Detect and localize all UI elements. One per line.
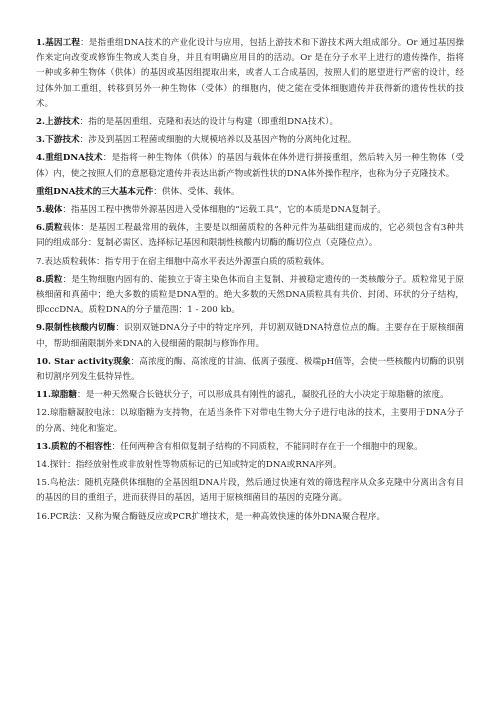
definition-paragraph	[36, 510, 464, 525]
definition-term: 9.限制性核酸内切酶	[36, 323, 116, 334]
definition-paragraph	[36, 36, 464, 112]
definition-paragraph	[36, 440, 464, 455]
definition-term: 1.基因工程	[36, 38, 81, 48]
definition-text: ：是生物细胞内固有的、能独立于寄主染色体而自主复制、并被稳定遗传的一类核酸分子。质粒常见于原核细菌和真菌中；绝大多数的质粒是DNA型的。绝大多数的天然DNA质粒具有共价、封闭、环状的分子结构，即cccDNA。质粒DNA的分子量范围：1 - 200 kb。	[36, 274, 465, 316]
definition-term: 11.琼脂糖	[36, 390, 78, 401]
definition-paragraph	[36, 355, 464, 385]
definition-term: 10. Star activity现象	[36, 356, 131, 367]
definition-paragraph	[36, 185, 464, 200]
definition-text: ：识别双链DNA分子中的特定序列，并切割双链DNA特意位点的酶。主要存在于原核细菌中，帮助细菌限制外来DNA的入侵细菌的限制与修饰作用。	[36, 323, 464, 349]
definition-paragraph	[36, 388, 464, 403]
definition-term: 重组DNA技术的三大基本元件	[36, 186, 154, 197]
definition-term: 8.质粒	[36, 274, 63, 285]
definition-text: 载体：是基因工程最常用的载体，主要是以细菌质粒的各种元件为基础组建而成的，它必须包含有3种共同的组成部分：复制必需区、选择标记基因和限制性核酸内切酶的酶切位点（克隆位点）。	[36, 223, 464, 249]
definition-text: 7.表达质粒载体：指专用于在宿主细胞中高水平表达外源蛋白质的质粒载体。	[36, 256, 330, 267]
definition-paragraph	[36, 273, 464, 319]
definition-term: 5.载体	[36, 205, 63, 216]
definition-text: 16.PCR法：又称为聚合酶链反应或PCR扩增技术，是一种高效快速的体外DNA聚合程序。	[36, 511, 386, 522]
definition-text: ：是一种天然聚合长链状分子，可以形成具有刚性的滤孔，凝胶孔径的大小决定于琼脂糖的浓度。	[77, 390, 449, 401]
definition-text: ：是指重组DNA技术的产业化设计与应用，包括上游技术和下游技术两大组成部分。Or 通过基因操作来定向改变或修饰生物或人类自身，并且有明确应用目的的活动。Or 是在分子水平上进行的遗传操作，指将一种或多种生物体（供体）的基因或基因组提取出来，或者人工合成基因，按照人们的愿望进行严密的设计，经过体外加工重组，转移到另外一种生物体（受体）的细胞内，使之能在受体细胞遗传并获得新的遗传性状的技术。	[36, 38, 464, 109]
definition-term: 6.质粒	[36, 223, 63, 234]
definition-paragraph	[36, 151, 464, 181]
definition-term: 2.上游技术	[36, 117, 80, 128]
definition-paragraph	[36, 476, 464, 506]
definition-paragraph	[36, 406, 464, 436]
definition-paragraph	[36, 221, 464, 251]
definition-text: 14.探针：指经放射性或非放射性等物质标记的已知或特定的DNA或RNA序列。	[36, 460, 342, 471]
definition-paragraph	[36, 115, 464, 130]
definition-paragraph	[36, 133, 464, 148]
document-page	[36, 36, 464, 528]
definition-text: ：供体、受体、载体。	[153, 186, 240, 197]
definition-text: ：是指将一种生物体（供体）的基因与载体在体外进行拼接重组，然后转入另一种生物体（受体）内，使之按照人们的意愿稳定遗传并表达出新产物或新性状的DNA体外操作程序，也称为分子克隆技术。	[36, 153, 464, 179]
definition-text: ：涉及到基因工程菌或细胞的大规模培养以及基因产物的分离纯化过程。	[79, 135, 357, 146]
definition-term: 3.下游技术	[36, 135, 80, 146]
definition-text: ：高浓度的酶、高浓度的甘油、低离子强度、极端pH值等，会使一些核酸内切酶的识别和切割序列发生低特异性。	[36, 356, 464, 383]
definition-paragraph	[36, 458, 464, 473]
definition-text: ：任何两种含有相似复制子结构的不同质粒，不能同时存在于一个细胞中的现象。	[111, 441, 423, 452]
definition-term: 4.重组DNA技术	[36, 153, 103, 164]
definition-term: 13.质粒的不相容性	[36, 441, 112, 452]
definition-paragraph	[36, 321, 464, 351]
definition-text: 15.鸟枪法：随机克隆供体细胞的全基因组DNA片段，然后通过快速有效的筛选程序从众多克隆中分离出含有目的基因的目的重组子，进而获得目的基因，适用于原核细菌目的基因的克隆分离。	[36, 478, 464, 504]
definition-text: 12.琼脂糖凝胶电泳：以琼脂糖为支持物，在适当条件下对带电生物大分子进行电泳的技术，主要用于DNA分子的分离、纯化和鉴定。	[36, 408, 464, 434]
definition-text: ：指基因工程中携带外源基因进入受体细胞的“运载工具”，它的本质是DNA复制子。	[62, 205, 386, 216]
definition-paragraph	[36, 203, 464, 218]
definition-paragraph	[36, 255, 464, 270]
definition-text: ：指的是基因重组、克隆和表达的设计与构建（即重组DNA技术）。	[79, 117, 339, 128]
